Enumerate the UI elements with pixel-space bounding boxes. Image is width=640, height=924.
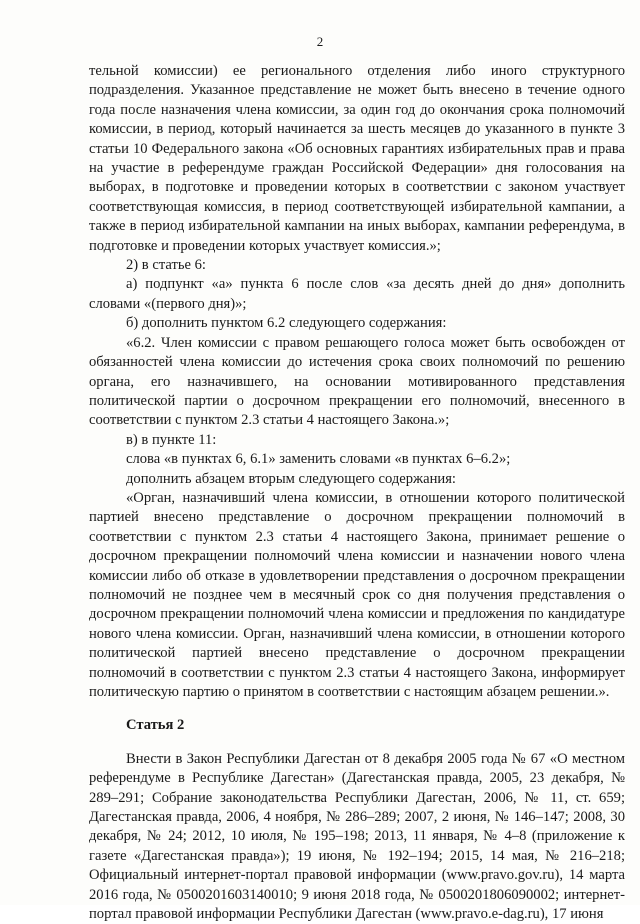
- paragraph: «6.2. Член комиссии с правом решающего голоса может быть освобожден от обязанностей члена комиссии до истечения срока своих полномочий по решению органа, его назначившего, на основании мотивированного представления политической партии о досрочном прекращении его полномочий, внесенного в соответствии с пунктом 2.3 статьи 4 настоящего Закона.»;: [89, 334, 625, 429]
- article-2-body: [89, 750, 625, 924]
- paragraph: слова «в пунктах 6, 6.1» заменить словами «в пунктах 6–6.2»;: [126, 451, 511, 468]
- article-1-continuation: [89, 62, 625, 702]
- article-heading: Статья 2: [126, 717, 185, 734]
- page-number: 2: [316, 34, 324, 49]
- paragraph: а) подпункт «а» пункта 6 после слов «за десять дней до дня» дополнить словами «(первого дня)»;: [89, 276, 625, 312]
- paragraph: «Орган, назначивший члена комиссии, в отношении которого политической партией внесено представление о досрочном прекращении полномочий в соответствии с пунктом 2.3 статьи 4 настоящего Закона, принимает решение о досрочном прекращении полномочий члена комиссии и назначении нового члена комиссии либо об отказе в удовлетворении представления о досрочном прекращении полномочий не позднее чем в месячный срок со дня получения представления о досрочном прекращении полномочий члена комиссии и предложения по кандидатуре нового члена комиссии. Орган, назначивший члена комиссии, в отношении которого политической партией внесено представление о досрочном прекращении полномочий в соответствии с пунктом 2.3 статьи 4 настоящего Закона, информирует политическую партию о принятом в соответствии с настоящим абзацем решении.».: [89, 489, 625, 700]
- paragraph: дополнить абзацем вторым следующего содержания:: [126, 470, 456, 487]
- paragraph: в) в пункте 11:: [126, 431, 217, 448]
- document-body: [89, 62, 625, 924]
- paragraph: б) дополнить пунктом 6.2 следующего содержания:: [126, 315, 447, 332]
- paragraph: тельной комиссии) ее регионального отделения либо иного структурного подразделения. Указанное представление не может быть внесено в течение одного года после назначения члена комиссии, за один год до окончания срока полномочий комиссии, в период, который начинается за шесть месяцев до указанного в пункте 3 статьи 10 Федерального закона «Об основных гарантиях избирательных прав и права на участие в референдуме граждан Российской Федерации» дня голосования на выборах, в подготовке и проведении которых в соответствии с законом участвует соответствующая комиссия, в период соответствующей избирательной кампании, а также в период избирательной кампании на иных выборах, кампании референдума, в подготовке и проведении которых участвует комиссия.»;: [89, 63, 625, 254]
- paragraph: Внести в Закон Республики Дагестан от 8 декабря 2005 года № 67 «О местном референдуме в Республике Дагестан» (Дагестанская правда, 2005, 23 декабря, № 289–291; Собрание законодательства Республики Дагестан, 2006, № 11, ст. 659; Дагестанская правда, 2006, 4 ноября, № 286–289; 2007, 2 июня, № 146–147; 2008, 30 декабря, № 24; 2012, 10 июля, № 195–198; 2013, 11 января, № 4–8 (приложение к газете «Дагестанская правда»); 19 июня, № 192–194; 2015, 14 мая, № 216–218; Официальный интернет-портал правовой информации (www.pravo.gov.ru), 14 марта 2016 года, № 0500201603140010; 9 июня 2018 года, № 0500201806090002; интернет-портал правовой информации Республики Дагестан (www.pravo.e-dag.ru), 17 июня: [89, 750, 625, 923]
- paragraph: 2) в статье 6:: [126, 257, 206, 274]
